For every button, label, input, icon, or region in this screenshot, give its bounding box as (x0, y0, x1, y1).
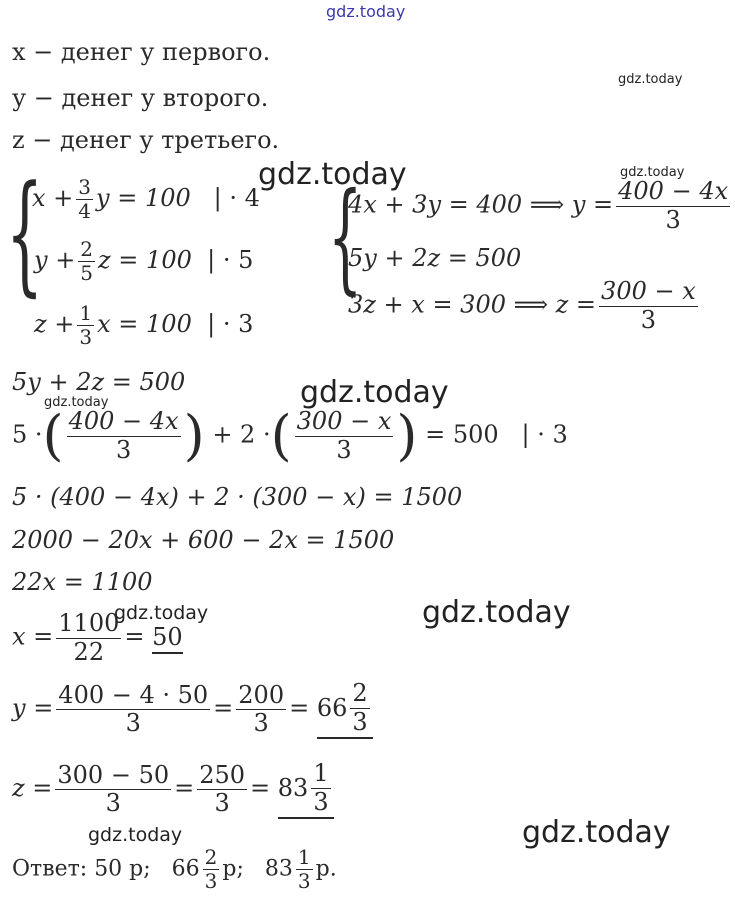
def-y: у − денег у второго. (12, 84, 269, 112)
watermark-1: gdz.today (618, 72, 683, 87)
watermark-2: gdz.today (258, 157, 407, 192)
result-z: 83 $\frac{1}{3}$ (278, 760, 334, 819)
result-x: 50 (152, 623, 183, 654)
watermark-6: gdz.today (114, 602, 209, 624)
watermark-5: gdz.today (44, 395, 109, 410)
system1-brace: { (6, 157, 44, 309)
step-6: x = $\frac{1100}{22}$ = 50 (12, 609, 183, 666)
answer: Ответ: 50 р; 66 $\frac{2}{3}$ р; 83 $\frac{1}{3}$ р. (12, 845, 337, 893)
step-7: y = $\frac{400 - 4 \cdot 50}{3}$ = $\frac{200}{3}$ = 66 $\frac{2}{3}$ (12, 680, 373, 739)
system2-eq2: 5y + 2z = 500 (348, 244, 522, 272)
system2-eq1: 4x + 3y = 400 ⟹ y = $\frac{400 - 4x}{3}$ (348, 177, 729, 234)
step-8: z = $\frac{300 - 50}{3}$ = $\frac{250}{3}$ = 83 $\frac{1}{3}$ (12, 760, 334, 819)
system1-eq3: z + $\frac{1}{3}$ x = 100 | · 3 (34, 301, 254, 349)
system2-eq3: 3z + x = 300 ⟹ z = $\frac{300 - x}{3}$ (348, 277, 696, 334)
system1-eq2: y + $\frac{2}{5}$ z = 100 | · 5 (34, 237, 254, 285)
watermark-3: gdz.today (620, 165, 685, 180)
watermark-9: gdz.today (522, 815, 671, 850)
watermark-4: gdz.today (300, 375, 449, 410)
def-x: x − денег у первого. (12, 38, 271, 66)
step-3: 5 · (400 − 4x) + 2 · (300 − x) = 1500 (12, 483, 463, 511)
system1-eq1: x + $\frac{3}{4}$ y = 100 | · 4 (32, 175, 260, 223)
watermark-7: gdz.today (422, 595, 571, 630)
step-4: 2000 − 20x + 600 − 2x = 1500 (12, 526, 395, 554)
step-1: 5y + 2z = 500 (12, 368, 186, 396)
def-z: z − денег у третьего. (12, 126, 280, 154)
system2-brace: { (328, 168, 363, 307)
step-2: 5 ·( $\frac{400 - 4x}{3}$ ) + 2 ·( $\frac{300 - x}{3}$ ) = 500 | · 3 (12, 404, 568, 468)
step-5: 22x = 1100 (12, 568, 153, 596)
result-y: 66 $\frac{2}{3}$ (317, 680, 373, 739)
watermark-8: gdz.today (88, 824, 183, 846)
watermark-top: gdz.today (326, 2, 406, 21)
